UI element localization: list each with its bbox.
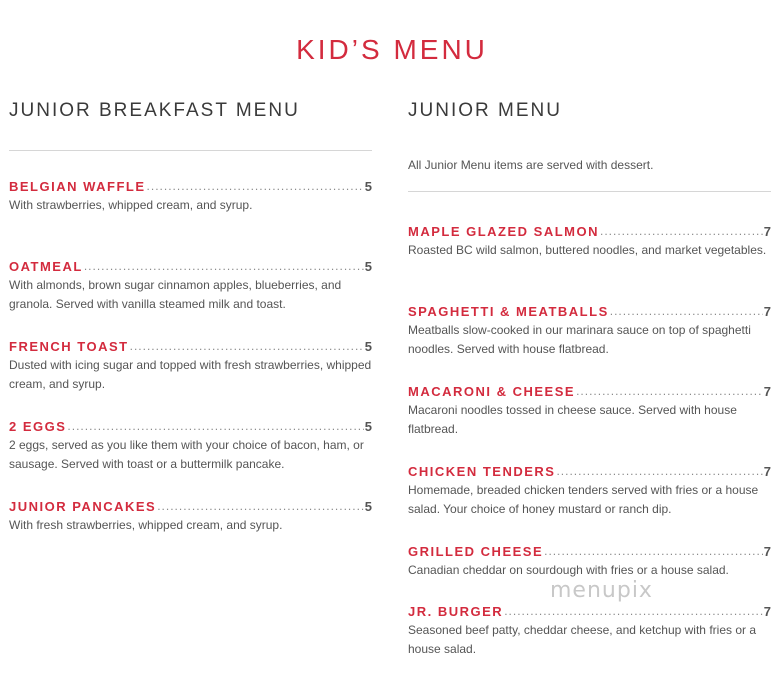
item-name: GRILLED CHEESE bbox=[408, 544, 544, 559]
section-intro: All Junior Menu items are served with dessert. bbox=[408, 158, 654, 172]
item-price: 7 bbox=[763, 464, 771, 479]
item-name: BELGIAN WAFFLE bbox=[9, 179, 146, 194]
menu-item bbox=[408, 224, 771, 304]
menu-item bbox=[9, 419, 372, 499]
item-description: 2 eggs, served as you like them with your choice of bacon, ham, or sausage. Served with toast or a buttermilk pancake. bbox=[9, 438, 364, 471]
leader-dots bbox=[544, 543, 763, 559]
menu-item bbox=[408, 384, 771, 464]
leader-dots bbox=[130, 338, 364, 354]
item-name: 2 EGGS bbox=[9, 419, 67, 434]
item-description: With strawberries, whipped cream, and syrup. bbox=[9, 198, 253, 212]
junior-breakfast-section bbox=[9, 100, 372, 559]
item-name: MACARONI & CHEESE bbox=[408, 384, 576, 399]
menu-item bbox=[9, 179, 372, 259]
item-description: Homemade, breaded chicken tenders served with fries or a house salad. Your choice of honey mustard or ranch dip. bbox=[408, 483, 759, 516]
item-name: SPAGHETTI & MEATBALLS bbox=[408, 304, 609, 319]
leader-dots bbox=[576, 383, 763, 399]
item-price: 5 bbox=[364, 259, 372, 274]
leader-dots bbox=[610, 303, 763, 319]
item-description: With fresh strawberries, whipped cream, and syrup. bbox=[9, 518, 283, 532]
menu-item bbox=[9, 259, 372, 339]
item-price: 5 bbox=[364, 339, 372, 354]
item-price: 5 bbox=[364, 499, 372, 514]
item-name: JR. BURGER bbox=[408, 604, 504, 619]
leader-dots bbox=[84, 258, 364, 274]
page-title: KID’S MENU bbox=[296, 34, 488, 65]
leader-dots bbox=[600, 223, 763, 239]
item-price: 5 bbox=[364, 419, 372, 434]
item-name: OATMEAL bbox=[9, 259, 83, 274]
item-name: FRENCH TOAST bbox=[9, 339, 129, 354]
item-description: With almonds, brown sugar cinnamon apples, blueberries, and granola. Served with vanilla steamed milk and toast. bbox=[9, 278, 342, 311]
menu-item bbox=[408, 304, 771, 384]
leader-dots bbox=[556, 463, 762, 479]
item-description: Meatballs slow-cooked in our marinara sauce on top of spaghetti noodles. Served with house flatbread. bbox=[408, 323, 751, 356]
item-price: 7 bbox=[763, 604, 771, 619]
item-description: Macaroni noodles tossed in cheese sauce. Served with house flatbread. bbox=[408, 403, 737, 436]
item-description: Canadian cheddar on sourdough with fries or a house salad. bbox=[408, 563, 729, 577]
leader-dots bbox=[157, 498, 364, 514]
section-heading: JUNIOR BREAKFAST MENU bbox=[9, 100, 300, 121]
item-description: Seasoned beef patty, cheddar cheese, and ketchup with fries or a house salad. bbox=[408, 623, 756, 656]
menu-item bbox=[408, 464, 771, 544]
item-description: Roasted BC wild salmon, buttered noodles, and market vegetables. bbox=[408, 243, 767, 257]
item-description: Dusted with icing sugar and topped with fresh strawberries, whipped cream, and syrup. bbox=[9, 358, 372, 391]
item-price: 5 bbox=[364, 179, 372, 194]
item-price: 7 bbox=[763, 384, 771, 399]
section-heading: JUNIOR MENU bbox=[408, 100, 562, 121]
item-name: MAPLE GLAZED SALMON bbox=[408, 224, 599, 239]
leader-dots bbox=[147, 178, 364, 194]
watermark: menupix bbox=[550, 578, 653, 603]
menu-item bbox=[9, 339, 372, 419]
menu-item bbox=[408, 604, 771, 664]
item-name: CHICKEN TENDERS bbox=[408, 464, 556, 479]
item-price: 7 bbox=[763, 224, 771, 239]
item-name: JUNIOR PANCAKES bbox=[9, 499, 157, 514]
leader-dots bbox=[504, 603, 763, 619]
leader-dots bbox=[67, 418, 363, 434]
item-price: 7 bbox=[763, 544, 771, 559]
menu-item bbox=[9, 499, 372, 559]
item-price: 7 bbox=[763, 304, 771, 319]
